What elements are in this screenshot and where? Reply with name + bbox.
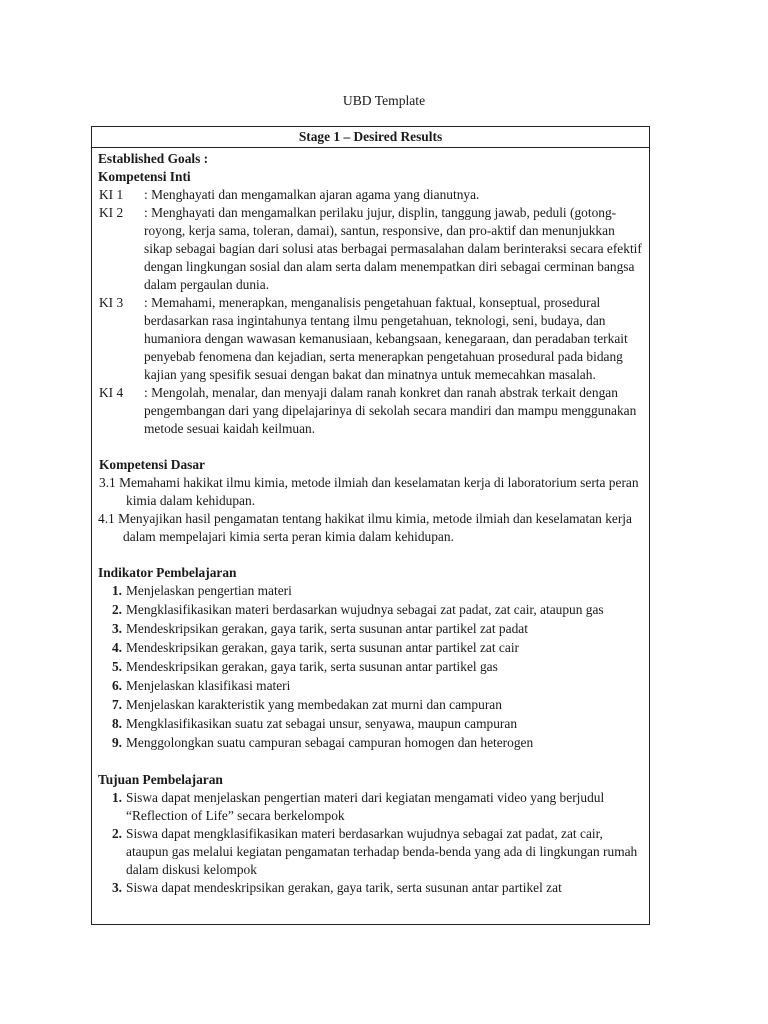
list-item	[98, 639, 643, 657]
established-goals-label: Established Goals :	[98, 151, 209, 166]
item-number: 3.	[111, 880, 122, 895]
ki-text: : Menghayati dan mengamalkan perilaku jujur, displin, tanggung jawab, peduli (gotong-royong, kerja sama, toleran, damai), santun, responsive, dan pro-aktif dan menunjukkan sikap sebagai bagian dari solusi atas berbagai permasalahan dalam berinteraksi secara efektif dengan lingkungan sosial dan alam serta dalam menempatkan diri sebagai cerminan bangsa dalam pergaulan dunia.	[144, 205, 642, 292]
item-text: Menjelaskan pengertian materi	[126, 583, 292, 598]
tujuan-heading: Tujuan Pembelajaran	[98, 772, 223, 787]
list-item	[98, 734, 643, 752]
list-item	[98, 789, 643, 825]
item-text: Mendeskripsikan gerakan, gaya tarik, serta susunan antar partikel zat padat	[126, 621, 528, 636]
item-text: Menjelaskan klasifikasi materi	[126, 678, 291, 693]
ki-item	[98, 294, 643, 384]
ki-item	[98, 186, 643, 204]
item-number: 7.	[111, 697, 122, 712]
ki-text: : Menghayati dan mengamalkan ajaran agama yang dianutnya.	[144, 187, 480, 202]
document-title: UBD Template	[342, 93, 426, 108]
stage1-content	[92, 148, 649, 897]
kd-item: 3.1 Memahami hakikat ilmu kimia, metode ilmiah dan keselamatan kerja di laboratorium serta peran kimia dalam kehidupan.	[99, 475, 639, 508]
list-item	[98, 715, 643, 733]
list-item	[98, 620, 643, 638]
list-item	[98, 582, 643, 600]
list-item	[98, 825, 643, 879]
stage1-table	[91, 126, 650, 925]
list-item	[98, 879, 643, 897]
ki-text: : Mengolah, menalar, dan menyaji dalam ranah konkret dan ranah abstrak terkait dengan pengembangan dari yang dipelajarinya di sekolah secara mandiri dan mampu menggunakan metode sesuai kaidah keilmuan.	[144, 385, 637, 436]
kd-item: 4.1 Menyajikan hasil pengamatan tentang hakikat ilmu kimia, metode ilmiah dan keselamatan kerja dalam mempelajari kimia serta peran kimia dalam kehidupan.	[98, 511, 632, 544]
ki-code: KI 3	[99, 295, 124, 310]
item-number: 6.	[111, 678, 122, 693]
ki-code: KI 1	[99, 187, 124, 202]
indikator-list	[98, 582, 643, 752]
item-number: 4.	[111, 640, 122, 655]
list-item	[98, 696, 643, 714]
ki-text: : Memahami, menerapkan, menganalisis pengetahuan faktual, konseptual, prosedural berdasarkan rasa ingintahunya tentang ilmu pengetahuan, teknologi, seni, budaya, dan humaniora dengan wawasan kemanusiaan, kebangsaan, kenegaraan, dan peradaban terkait penyebab fenomena dan kejadian, serta menerapkan pengetahuan prosedural pada bidang kajian yang spesifik sesuai dengan bakat dan minatnya untuk memecahkan masalah.	[144, 295, 628, 382]
ki-code: KI 4	[99, 385, 124, 400]
item-text: Mengklasifikasikan materi berdasarkan wujudnya sebagai zat padat, zat cair, ataupun gas	[126, 602, 604, 617]
stage1-heading: Stage 1 – Desired Results	[92, 127, 649, 148]
item-text: Menggolongkan suatu campuran sebagai campuran homogen dan heterogen	[126, 735, 534, 750]
tujuan-list	[98, 789, 643, 897]
item-text: Siswa dapat menjelaskan pengertian materi dari kegiatan mengamati video yang berjudul “Reflection of Life” secara berkelompok	[126, 790, 605, 823]
item-text: Siswa dapat mengklasifikasikan materi berdasarkan wujudnya sebagai zat padat, zat cair, ataupun gas melalui kegiatan pengamatan terhadap benda-benda yang ada di lingkungan rumah dalam diskusi kelompok	[126, 826, 638, 877]
kompetensi-dasar-heading: Kompetensi Dasar	[99, 457, 206, 472]
indikator-heading: Indikator Pembelajaran	[98, 565, 237, 580]
ki-code: KI 2	[99, 205, 124, 220]
list-item	[98, 601, 643, 619]
list-item	[98, 677, 643, 695]
item-text: Mengklasifikasikan suatu zat sebagai unsur, senyawa, maupun campuran	[126, 716, 518, 731]
item-number: 9.	[111, 735, 122, 750]
ki-item	[98, 384, 643, 438]
item-number: 5.	[111, 659, 122, 674]
item-text: Mendeskripsikan gerakan, gaya tarik, serta susunan antar partikel gas	[126, 659, 498, 674]
item-number: 2.	[111, 826, 122, 841]
item-number: 1.	[111, 790, 122, 805]
item-text: Siswa dapat mendeskripsikan gerakan, gaya tarik, serta susunan antar partikel zat	[126, 880, 562, 895]
item-text: Mendeskripsikan gerakan, gaya tarik, serta susunan antar partikel zat cair	[126, 640, 520, 655]
item-number: 2.	[111, 602, 122, 617]
list-item	[98, 658, 643, 676]
item-number: 8.	[111, 716, 122, 731]
item-number: 1.	[111, 583, 122, 598]
ki-item	[98, 204, 643, 294]
item-text: Menjelaskan karakteristik yang membedakan zat murni dan campuran	[126, 697, 502, 712]
kompetensi-inti-heading: Kompetensi Inti	[98, 169, 191, 184]
item-number: 3.	[111, 621, 122, 636]
